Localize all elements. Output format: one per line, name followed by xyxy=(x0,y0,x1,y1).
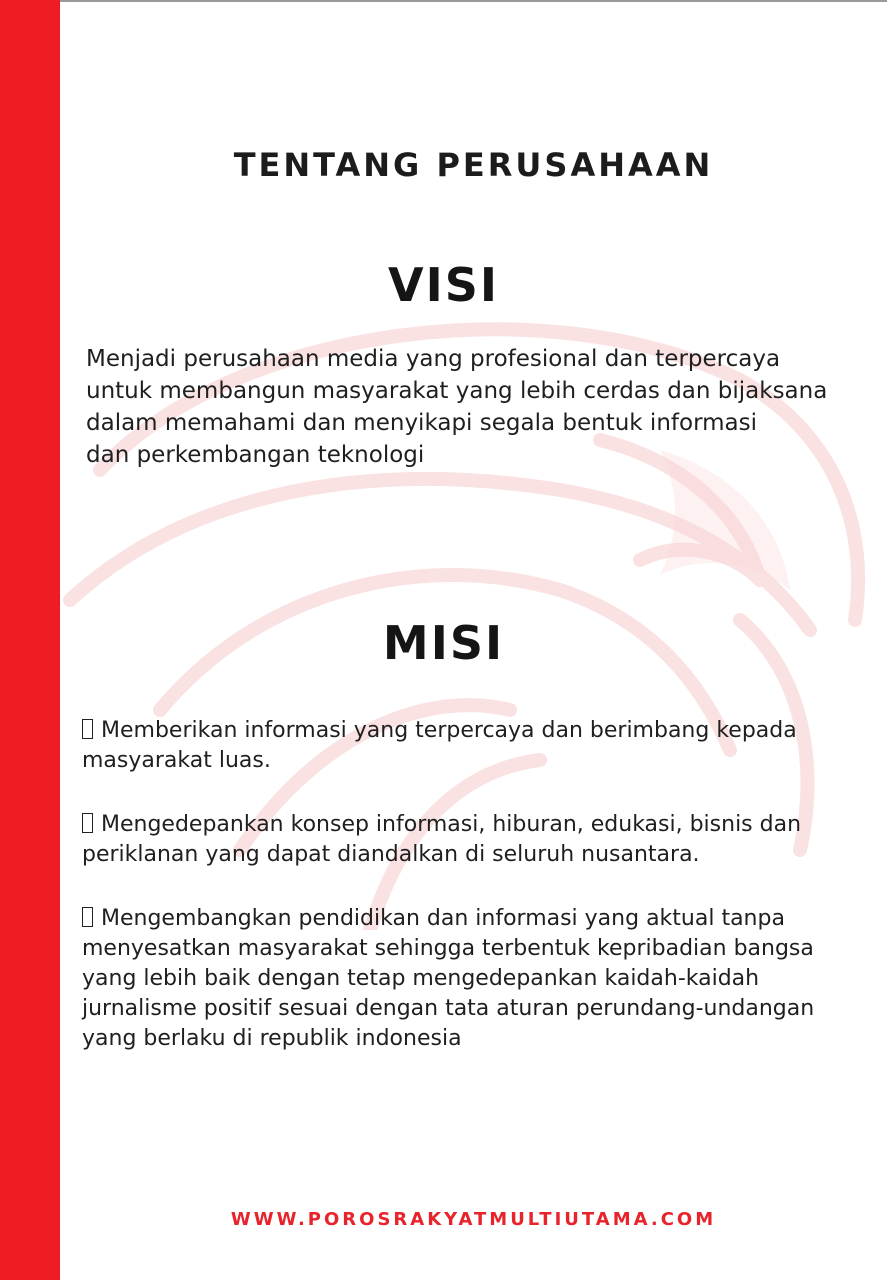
misi-line: yang lebih baik dengan tetap mengedepankan kaidah-kaidah xyxy=(82,966,760,991)
misi-line: yang berlaku di republik indonesia xyxy=(82,1026,462,1051)
misi-heading: MISI xyxy=(382,616,505,670)
misi-item xyxy=(82,810,872,870)
misi-line: Memberikan informasi yang terpercaya dan berimbang kepada xyxy=(101,718,797,743)
top-border-line xyxy=(60,0,887,2)
website-url: WWW.POROSRAKYATMULTIUTAMA.COM xyxy=(230,1209,717,1230)
visi-paragraph xyxy=(86,343,876,471)
misi-item xyxy=(82,904,872,1054)
missing-glyph-box-icon xyxy=(82,813,93,833)
visi-heading: VISI xyxy=(388,258,499,312)
misi-line: periklanan yang dapat diandalkan di seluruh nusantara. xyxy=(82,842,700,867)
misi-list xyxy=(82,716,872,1088)
misi-line: Mengembangkan pendidikan dan informasi yang aktual tanpa xyxy=(101,906,785,931)
misi-item xyxy=(82,716,872,776)
misi-line: masyarakat luas. xyxy=(82,748,271,773)
misi-line: menyesatkan masyarakat sehingga terbentuk kepribadian bangsa xyxy=(82,936,814,961)
page-title: TENTANG PERUSAHAAN xyxy=(233,146,714,184)
misi-line: Mengedepankan konsep informasi, hiburan, edukasi, bisnis dan xyxy=(101,812,802,837)
visi-line: dan perkembangan teknologi xyxy=(86,442,425,468)
visi-line: untuk membangun masyarakat yang lebih cerdas dan bijaksana xyxy=(86,378,828,404)
misi-line: jurnalisme positif sesuai dengan tata aturan perundang-undangan xyxy=(82,996,815,1021)
visi-line: Menjadi perusahaan media yang profesional dan terpercaya xyxy=(86,346,781,372)
visi-line: dalam memahami dan menyikapi segala bentuk informasi xyxy=(86,410,757,436)
missing-glyph-box-icon xyxy=(82,907,93,927)
missing-glyph-box-icon xyxy=(82,719,93,739)
